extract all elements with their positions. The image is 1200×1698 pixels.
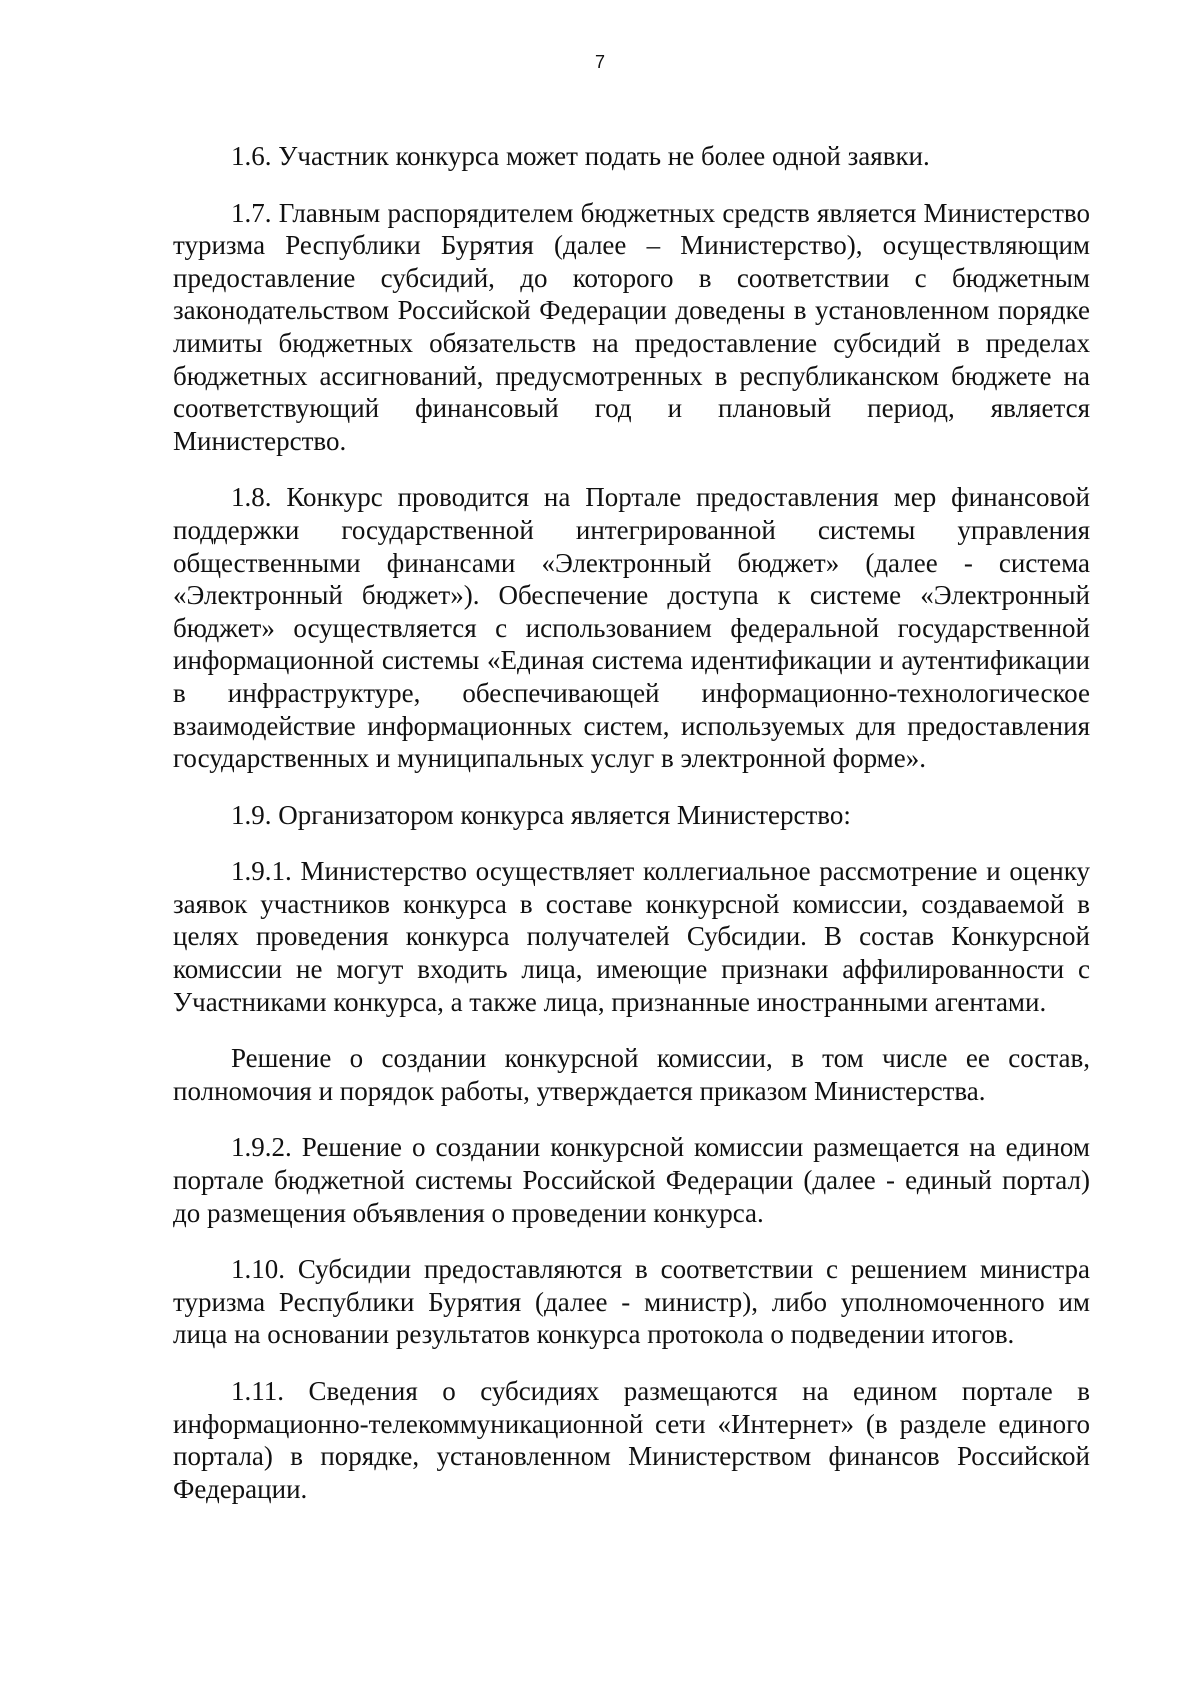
paragraph-1-11: 1.11. Сведения о субсидиях размещаются на едином портале в информационно-телекоммуникационной сети «Интернет» (в разделе единого портала) в порядке, установленном Министерством финансов Российской Федерации.	[173, 1376, 1090, 1504]
paragraph-1-9-1: 1.9.1. Министерство осуществляет коллегиальное рассмотрение и оценку заявок участников конкурса в составе конкурсной комиссии, создаваемой в целях проведения конкурса получателей Субсидии. В состав Конкурсной комиссии не могут входить лица, имеющие признаки аффилированности с Участниками конкурса, а также лица, признанные иностранными агентами.	[173, 856, 1090, 1017]
paragraph-1-8: 1.8. Конкурс проводится на Портале предоставления мер финансовой поддержки государственной интегрированной системы управления общественными финансами «Электронный бюджет» (далее - система «Электронный бюджет»). Обеспечение доступа к системе «Электронный бюджет» осуществляется с использованием федеральной государственной информационной системы «Единая система идентификации и аутентификации в инфраструктуре, обеспечивающей информационно-технологическое взаимодействие информационных систем, используемых для предоставления государственных и муниципальных услуг в электронной форме».	[173, 482, 1090, 774]
paragraph-1-7: 1.7. Главным распорядителем бюджетных средств является Министерство туризма Республики Бурятия (далее – Министерство), осуществляющим предоставление субсидий, до которого в соответствии с бюджетным законодательством Российской Федерации доведены в установленном порядке лимиты бюджетных обязательств на предоставление субсидий в пределах бюджетных ассигнований, предусмотренных в республиканском бюджете на соответствующий финансовый год и плановый период, является Министерство.	[173, 197, 1090, 456]
document-body	[173, 140, 1090, 1529]
paragraph-1-6: 1.6. Участник конкурса может подать не более одной заявки.	[231, 141, 930, 171]
paragraph-1-9: 1.9. Организатором конкурса является Министерство:	[231, 799, 851, 830]
page-number: 7	[594, 52, 605, 72]
paragraph-1-10: 1.10. Субсидии предоставляются в соответствии с решением министра туризма Республики Бурятия (далее - министр), либо уполномоченного им лица на основании результатов конкурса протокола о подведении итогов.	[173, 1254, 1090, 1350]
paragraph-commission-decision: Решение о создании конкурсной комиссии, в том числе ее состав, полномочия и порядок работы, утверждается приказом Министерства.	[173, 1043, 1090, 1106]
paragraph-1-9-2: 1.9.2. Решение о создании конкурсной комиссии размещается на едином портале бюджетной системы Российской Федерации (далее - единый портал) до размещения объявления о проведении конкурса.	[173, 1132, 1090, 1228]
